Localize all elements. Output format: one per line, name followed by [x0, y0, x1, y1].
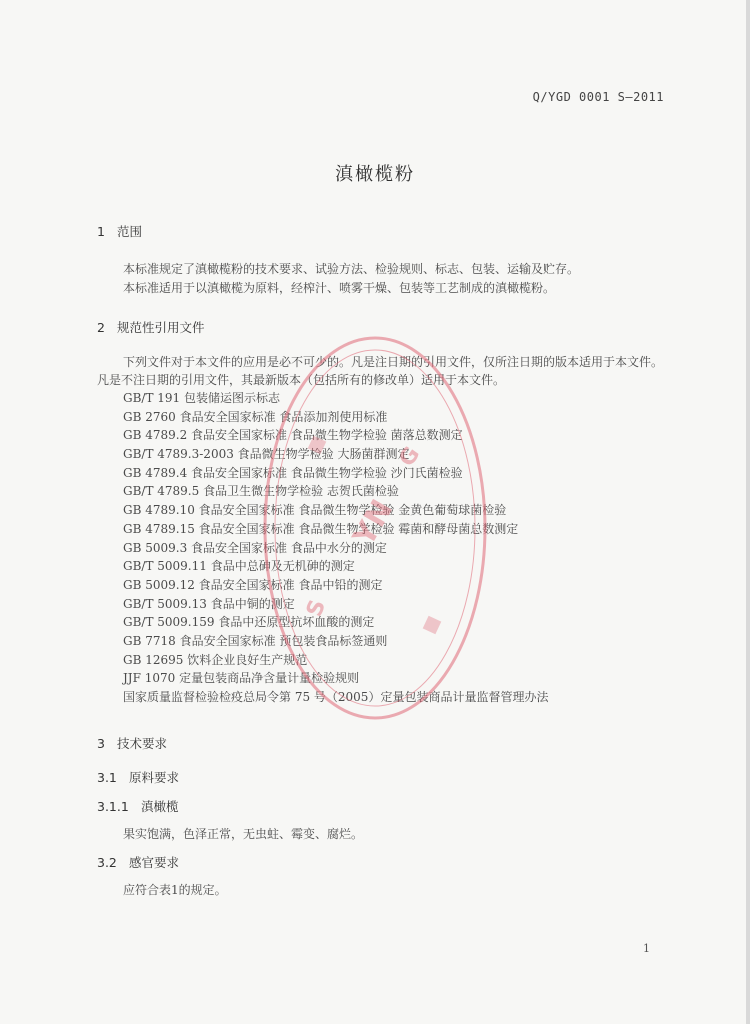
reference-item: GB 7718 食品安全国家标准 预包装食品标签通则	[123, 633, 388, 648]
section-title: 原料要求	[129, 770, 180, 785]
section-number: 3.1.1	[97, 799, 129, 814]
olive-requirement: 果实饱满，色泽正常，无虫蛀、霉变、腐烂。	[123, 827, 364, 841]
scope-line-1: 本标准规定了滇橄榄粉的技术要求、试验方法、检验规则、标志、包装、运输及贮存。	[123, 262, 580, 276]
section-3-2-heading	[97, 853, 179, 871]
section-title: 滇橄榄	[141, 799, 179, 814]
reference-item: GB/T 5009.13 食品中铜的测定	[123, 596, 295, 611]
scope-line-2: 本标准适用于以滇橄榄为原料，经榨汁、喷雾干燥、包装等工艺制成的滇橄榄粉。	[123, 281, 556, 295]
svg-text:YN: YN	[346, 493, 401, 552]
page-edge	[746, 0, 750, 1024]
reference-list	[123, 389, 548, 707]
reference-item: GB 4789.10 食品安全国家标准 食品微生物学检验 金黄色葡萄球菌检验	[123, 503, 507, 518]
reference-item: GB 4789.15 食品安全国家标准 食品微生物学检验 霉菌和酵母菌总数测定	[123, 521, 519, 536]
section-title: 规范性引用文件	[117, 320, 205, 335]
reference-item: GB 5009.12 食品安全国家标准 食品中铅的测定	[123, 577, 383, 592]
reference-item: GB 4789.4 食品安全国家标准 食品微生物学检验 沙门氏菌检验	[123, 465, 463, 480]
reference-item: JJF 1070 定量包装商品净含量计量检验规则	[123, 671, 360, 686]
section-3-1-heading	[97, 768, 179, 786]
reference-item: GB 2760 食品安全国家标准 食品添加剂使用标准	[123, 409, 388, 424]
reference-item: GB/T 4789.3-2003 食品微生物学检验 大肠菌群测定	[123, 447, 410, 462]
section-3-1-1-heading	[97, 797, 179, 815]
document-title: 滇橄榄粉	[335, 164, 415, 185]
reference-item: GB 12695 饮料企业良好生产规范	[123, 652, 308, 667]
section-1-heading	[97, 222, 142, 240]
section-3-heading	[97, 734, 167, 752]
section-number: 2	[97, 320, 105, 335]
normative-intro: 下列文件对于本文件的应用是必不可少的。凡是注日期的引用文件，仅所注日期的版本适用于本文件。凡是不注日期的引用文件，其最新版本（包括所有的修改单）适用于本文件。	[97, 355, 664, 387]
reference-item: 国家质量监督检验检疫总局令第 75 号（2005）定量包装商品计量监督管理办法	[123, 690, 549, 704]
section-title: 范围	[117, 224, 143, 239]
section-number: 1	[97, 224, 105, 239]
reference-item: GB/T 191 包装储运图示标志	[123, 391, 280, 405]
reference-item: GB/T 4789.5 食品卫生微生物学检验 志贺氏菌检验	[123, 484, 399, 499]
svg-text:S: S	[302, 596, 332, 621]
section-number: 3	[97, 736, 105, 751]
svg-text:G: G	[394, 442, 426, 472]
sensory-requirement: 应符合表1的规定。	[123, 883, 227, 897]
standard-code: Q/YGD 0001 S—2011	[532, 90, 664, 104]
reference-item: GB/T 5009.159 食品中还原型抗坏血酸的测定	[123, 615, 375, 630]
reference-item: GB/T 5009.11 食品中总砷及无机砷的测定	[123, 559, 355, 574]
section-title: 技术要求	[117, 736, 168, 751]
section-number: 3.1	[97, 770, 117, 785]
reference-item: GB 5009.3 食品安全国家标准 食品中水分的测定	[123, 540, 387, 555]
section-number: 3.2	[97, 855, 117, 870]
reference-item: GB 4789.2 食品安全国家标准 食品微生物学检验 菌落总数测定	[123, 428, 463, 443]
section-title: 感官要求	[129, 855, 180, 870]
section-2-heading	[97, 318, 205, 336]
page-number: 1	[643, 942, 650, 955]
